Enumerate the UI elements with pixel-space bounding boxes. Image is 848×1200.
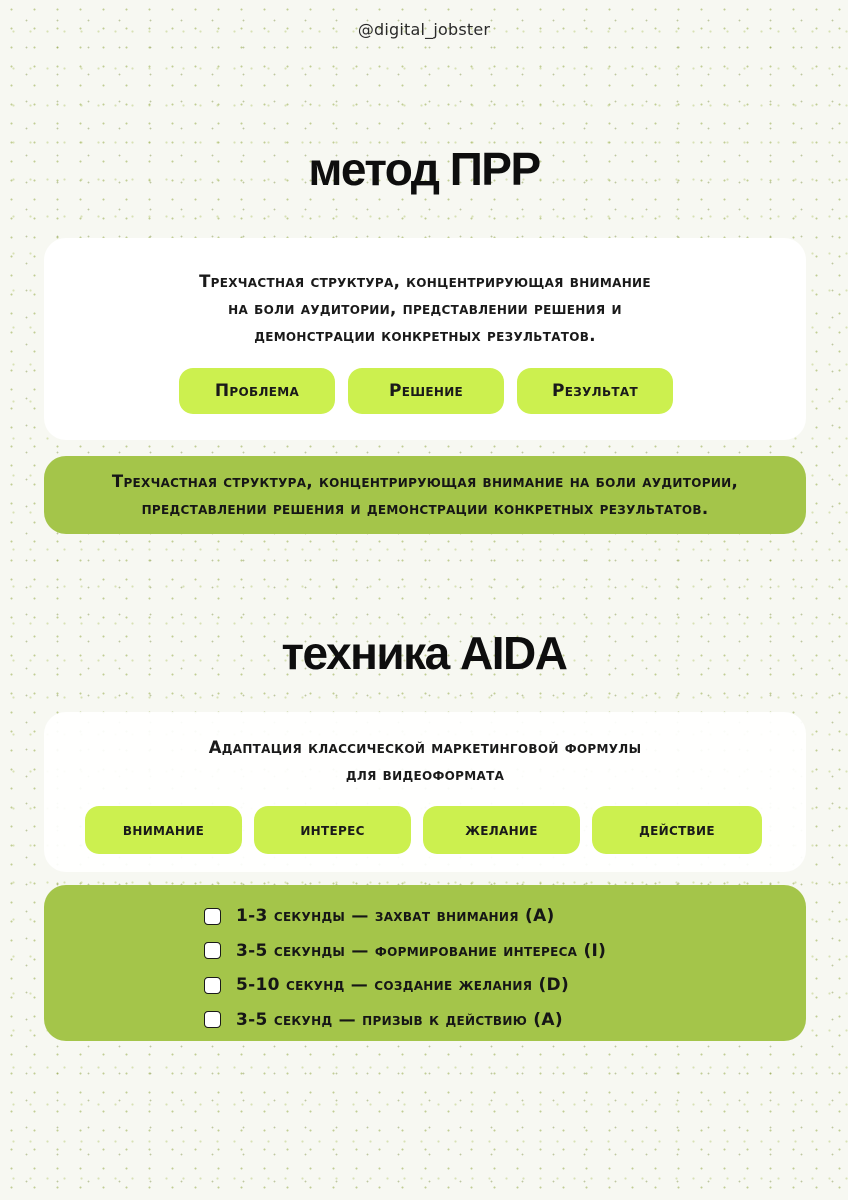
checklist-item[interactable] (204, 968, 606, 1003)
ppr-summary-line: Трехчастная структура, концентрирующая внимание на боли аудитории, (111, 472, 739, 491)
checklist-item-label: 3-5 секунд — призыв к действию (A) (236, 1009, 563, 1030)
checklist-item-label: 1-3 секунды — захват внимания (A) (236, 906, 555, 927)
pill-attention: внимание (85, 806, 242, 854)
pill-solution: Решение (348, 368, 504, 414)
pill-interest: интерес (254, 806, 411, 854)
pill-desire: желание (423, 806, 580, 854)
ppr-description-line: демонстрации конкретных результатов. (254, 326, 596, 345)
aida-timing-band (44, 885, 806, 1041)
checklist-item-label: 3-5 секунды — формирование интереса (I) (236, 940, 607, 961)
aida-checklist (204, 899, 606, 1037)
checklist-item[interactable] (204, 899, 606, 934)
aida-title: техника AIDA (281, 627, 567, 679)
aida-description-line: Адаптация классической маркетинговой формулы (208, 738, 642, 757)
checklist-item-label: 5-10 секунд — создание желания (D) (236, 975, 570, 996)
author-handle: @digital_jobster (357, 20, 491, 39)
ppr-description-line: на боли аудитории, представлении решения и (228, 299, 622, 318)
ppr-title: метод ПРР (308, 143, 540, 195)
pill-problem: Проблема (179, 368, 335, 414)
checkbox[interactable] (204, 1011, 221, 1028)
checkbox[interactable] (204, 977, 221, 994)
ppr-description-line: Трехчастная структура, концентрирующая внимание (199, 272, 651, 291)
checklist-item[interactable] (204, 934, 606, 969)
checkbox[interactable] (204, 942, 221, 959)
ppr-card (44, 238, 806, 440)
ppr-summary-line: представлении решения и демонстрации конкретных результатов. (141, 499, 709, 518)
pill-result: Результат (517, 368, 673, 414)
checkbox[interactable] (204, 908, 221, 925)
ppr-summary-text (44, 468, 806, 522)
ppr-description (44, 268, 806, 349)
pill-action: действие (592, 806, 762, 854)
ppr-summary-band (44, 456, 806, 534)
checklist-item[interactable] (204, 1003, 606, 1038)
aida-description (44, 734, 806, 788)
aida-description-line: для видеоформата (345, 765, 505, 784)
